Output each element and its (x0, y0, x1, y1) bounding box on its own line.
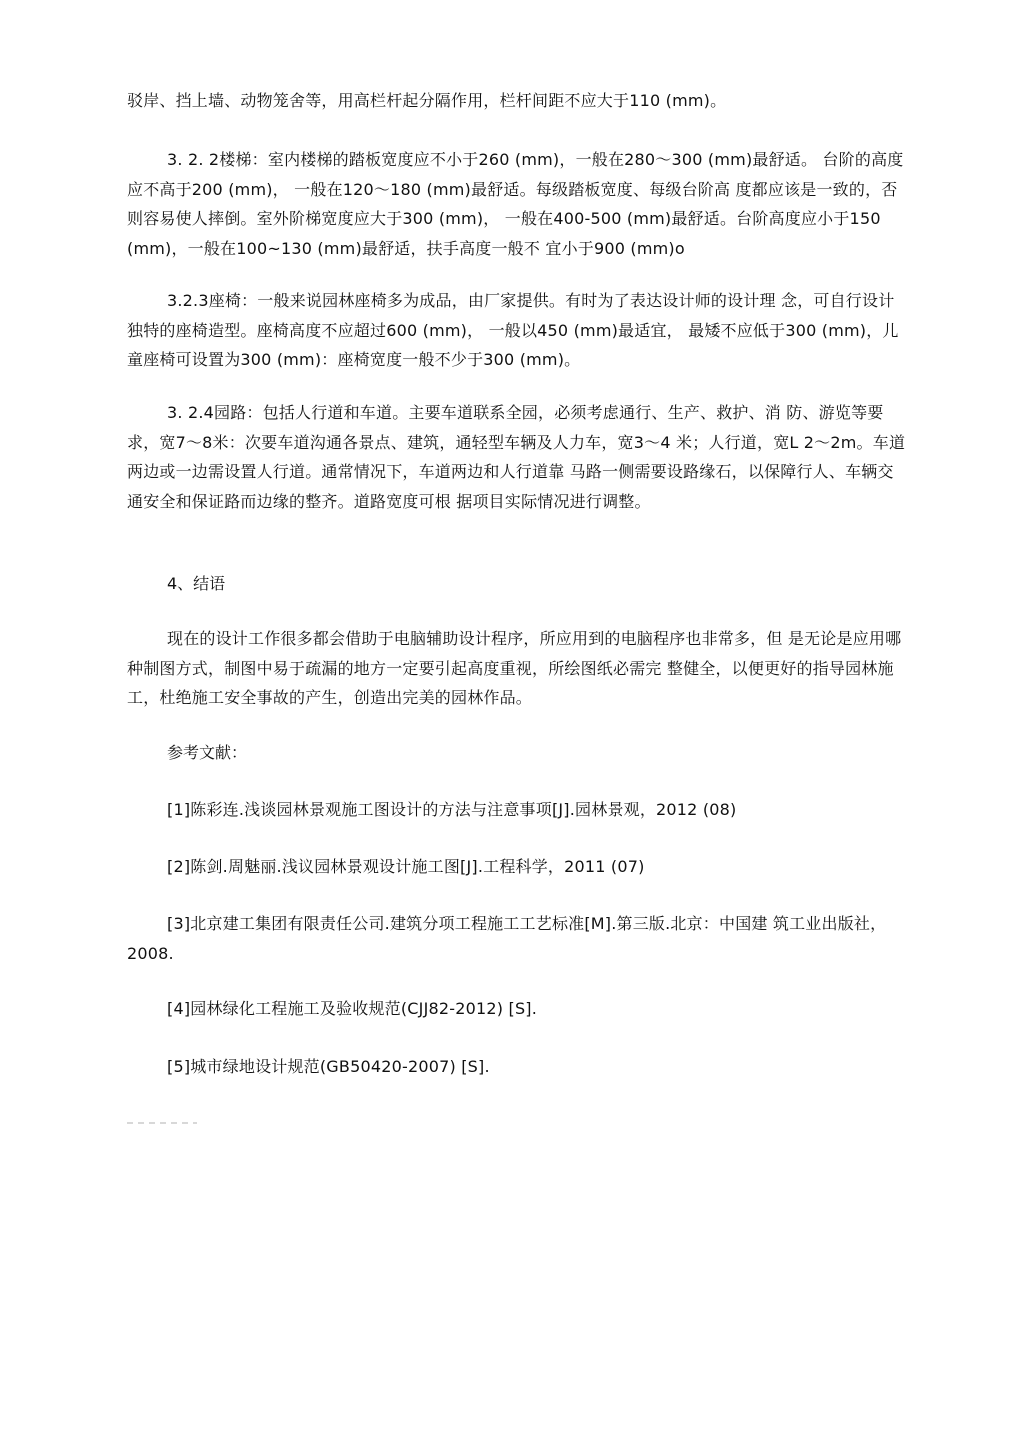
reference-item: [5]城市绿地设计规范(GB50420-2007) [S]. (167, 1057, 490, 1076)
paragraph-stairs: 3. 2. 2楼梯：室内楼梯的踏板宽度应不小于260 (mm)，一般在280～300 (mm)最舒适。 台阶的高度应不高于200 (mm)， 一般在120～180 (mm)最舒适。每级踏板宽度、每级台阶高 度都应该是一致的，否则容易使人摔倒。室外阶梯宽度应大于300 (mm)， 一般在400-500 (mm)最舒适。台阶高度应小于150 (mm)，一般在100~130 (mm)最舒适，扶手高度一般不 宜小于900 (mm)o (127, 150, 904, 258)
references-title: 参考文献： (167, 743, 248, 762)
paragraph-seats: 3.2.3座椅：一般来说园林座椅多为成品，由厂家提供。有时为了表达设计师的设计理 念，可自行设计独特的座椅造型。座椅高度不应超过600 (mm)， 一般以450 (mm)最适宜， 最矮不应低于300 (mm)，儿童座椅可设置为300 (mm)：座椅宽度一般不少于300 (mm)。 (127, 291, 899, 369)
paragraph-railing: 驳岸、挡上墙、动物笼舍等，用高栏杆起分隔作用，栏杆间距不应大于110 (mm)。 (127, 91, 727, 110)
reference-item: [4]园林绿化工程施工及验收规范(CJJ82-2012) [S]. (167, 999, 538, 1018)
section-heading-conclusion: 4、结语 (167, 574, 226, 593)
paragraph-roads: 3. 2.4园路：包括人行道和车道。主要车道联系全园，必须考虑通行、生产、救护、消 防、游览等要求，宽7～8米：次要车道沟通各景点、建筑，通轻型车辆及人力车，宽3～4 米；人行道，宽L 2～2m。车道两边或一边需设置人行道。通常情况下，车道两边和人行道靠 马路一侧需要设路缘石，以保障行人、车辆交通安全和保证路而边缘的整齐。道路宽度可根 据项目实际情况进行调整。 (127, 403, 906, 511)
reference-item: [1]陈彩连.浅谈园林景观施工图设计的方法与注意事项[J].园林景观，2012 (08) (167, 800, 737, 819)
scan-artifact (127, 1122, 197, 1124)
paragraph-conclusion: 现在的设计工作很多都会借助于电脑辅助设计程序，所应用到的电脑程序也非常多，但 是无论是应用哪种制图方式，制图中易于疏漏的地方一定要引起高度重视，所绘图纸必需完 整健全，以便更好的指导园林施工，杜绝施工安全事故的产生，创造出完美的园林作品。 (127, 629, 902, 707)
reference-item: [3]北京建工集团有限责任公司.建筑分项工程施工工艺标准[M].第三版.北京：中国建 筑工业出版社，2008. (127, 914, 887, 963)
reference-item: [2]陈剑.周魅丽.浅议园林景观设计施工图[J].工程科学，2011 (07) (167, 857, 645, 876)
